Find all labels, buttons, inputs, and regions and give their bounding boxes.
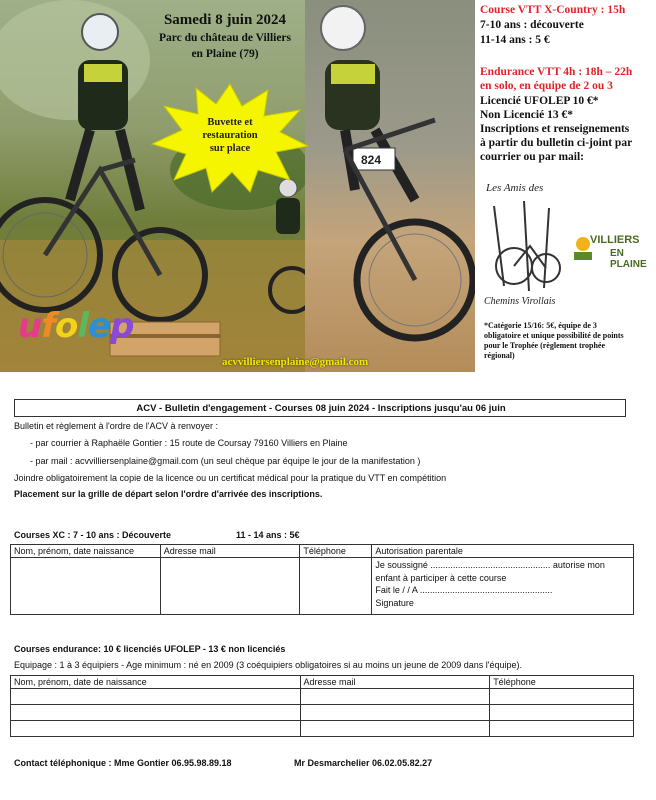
placement-text: Placement sur la grille de départ selon l'ordre d'arrivée des inscriptions.: [14, 489, 323, 499]
xc-name-cell[interactable]: [11, 558, 161, 615]
contact-gontier: Contact téléphonique : Mme Gontier 06.95.98.89.18: [14, 758, 232, 768]
auth-line3: Fait le / / A .....................................................: [375, 585, 553, 595]
cat-note-line4: régional): [484, 351, 515, 360]
contact-desmarchelier: Mr Desmarchelier 06.02.05.82.27: [294, 758, 433, 768]
xc-registration-table: [10, 544, 634, 615]
asso-logo-drawing: [484, 196, 566, 296]
buvette-text: [190, 116, 270, 155]
xc-authorization-cell[interactable]: [372, 558, 634, 615]
photo-cyclist-right: [305, 0, 475, 372]
auth-line4: Signature: [375, 597, 414, 608]
endu-col-phone: Téléphone: [490, 676, 634, 689]
endu-name-cell[interactable]: [11, 721, 301, 737]
villiers-logo-line2: EN PLAINE: [610, 248, 647, 270]
ufolep-letter: o: [55, 306, 78, 346]
endurance-heading: Courses endurance: 10 € licenciés UFOLEP - 13 € non licenciés: [14, 644, 286, 654]
buvette-line1: Buvette et: [207, 117, 253, 128]
ufolep-letter: l: [77, 306, 89, 346]
intro-text: Bulletin et règlement à l'ordre de l'ACV à renvoyer :: [14, 421, 219, 431]
endu-col-email: Adresse mail: [300, 676, 490, 689]
endu-phone-cell[interactable]: [490, 705, 634, 721]
endurance-title: Endurance VTT 4h : 18h – 22h: [480, 66, 633, 78]
xc-phone-cell[interactable]: [300, 558, 372, 615]
endu-email-cell[interactable]: [300, 689, 490, 705]
xc-email-cell[interactable]: [160, 558, 300, 615]
info-line-2: à partir du bulletin ci-joint par: [480, 137, 633, 149]
xc-age-2: 11-14 ans : 5 €: [480, 34, 550, 46]
registration-form: [0, 372, 656, 800]
bullet-courrier: - par courrier à Raphaële Gontier : 15 route de Coursay 79160 Villiers en Plaine: [30, 438, 348, 448]
cyclist-illustration: [305, 0, 475, 372]
xc-age-1: 7-10 ans : découverte: [480, 19, 584, 31]
poster-email: acvvilliersenplaine@gmail.com: [222, 356, 369, 368]
xc-heading-price: 11 - 14 ans : 5€: [236, 530, 300, 540]
xc-col-name: Nom, prénom, date naissance: [11, 545, 161, 558]
auth-line1: Je soussigné ................................................ autorise mon: [375, 560, 605, 570]
buvette-line3: sur place: [209, 143, 251, 154]
event-poster: [0, 0, 656, 372]
equipage-text: Equipage : 1 à 3 équipiers - Age minimum : né en 2009 (3 coéquipiers obligatoires si au moins un jeune de 2009 dans l'équipe).: [14, 660, 523, 670]
asso-logo-top-text: Les Amis des: [486, 182, 544, 194]
xc-race-title: Course VTT X-Country : 15h: [480, 4, 626, 16]
ufolep-letter: f: [41, 306, 56, 346]
ufolep-letter: p: [110, 306, 134, 346]
villiers-logo-line1: VILLIERS: [590, 234, 640, 246]
event-title-block: [150, 12, 300, 61]
ufolep-logo: [18, 306, 133, 346]
xc-col-authorization: Autorisation parentale: [372, 545, 634, 558]
auth-line2: enfant à participer à cette course: [375, 572, 507, 583]
bib-number: 824: [361, 153, 382, 167]
villiers-en-plaine-logo: [572, 232, 654, 270]
price-licencie: Licencié UFOLEP 10 €*: [480, 95, 599, 107]
event-date: Samedi 8 juin 2024: [163, 12, 287, 28]
cat-note-line3: pour le Trophée (règlement trophée: [484, 341, 606, 350]
price-non-licencie: Non Licencié 13 €*: [480, 109, 573, 121]
endu-phone-cell[interactable]: [490, 689, 634, 705]
xc-col-phone: Téléphone: [300, 545, 372, 558]
event-place-line2: en Plaine (79): [191, 48, 259, 60]
ufolep-letter: u: [18, 306, 42, 346]
cat-note-line2: obligatoire et unique possibilité de points: [484, 331, 624, 340]
form-header: ACV - Bulletin d'engagement - Courses 08 juin 2024 - Inscriptions jusqu'au 06 juin: [136, 403, 506, 414]
endurance-registration-table: [10, 675, 634, 737]
ufolep-letter: e: [88, 306, 111, 346]
endu-phone-cell[interactable]: [490, 721, 634, 737]
endu-col-name: Nom, prénom, date de naissance: [11, 676, 301, 689]
joindre-text: Joindre obligatoirement la copie de la licence ou un certificat médical pour la pratique du VTT en compétition: [14, 473, 447, 483]
info-line-1: Inscriptions et renseignements: [480, 123, 630, 135]
event-place-line1: Parc du château de Villiers: [158, 32, 292, 44]
cat-note-line1: *Catégorie 15/16: 5€, équipe de 3: [484, 321, 597, 330]
info-line-3: courrier ou par mail:: [480, 151, 585, 163]
buvette-line2: restauration: [202, 130, 258, 141]
endu-name-cell[interactable]: [11, 689, 301, 705]
endu-name-cell[interactable]: [11, 705, 301, 721]
asso-logo-bottom-text: Chemins Virollais: [484, 296, 556, 307]
bullet-mail: - par mail : acvvilliersenplaine@gmail.com (un seul chèque par équipe le jour de la manifestation ): [30, 456, 421, 466]
form-header-box: [14, 399, 626, 417]
endu-email-cell[interactable]: [300, 705, 490, 721]
xc-heading: Courses XC : 7 - 10 ans : Découverte: [14, 530, 172, 540]
category-note: [484, 321, 654, 361]
endurance-format: en solo, en équipe de 2 ou 3: [480, 80, 613, 92]
xc-col-email: Adresse mail: [160, 545, 300, 558]
endu-email-cell[interactable]: [300, 721, 490, 737]
